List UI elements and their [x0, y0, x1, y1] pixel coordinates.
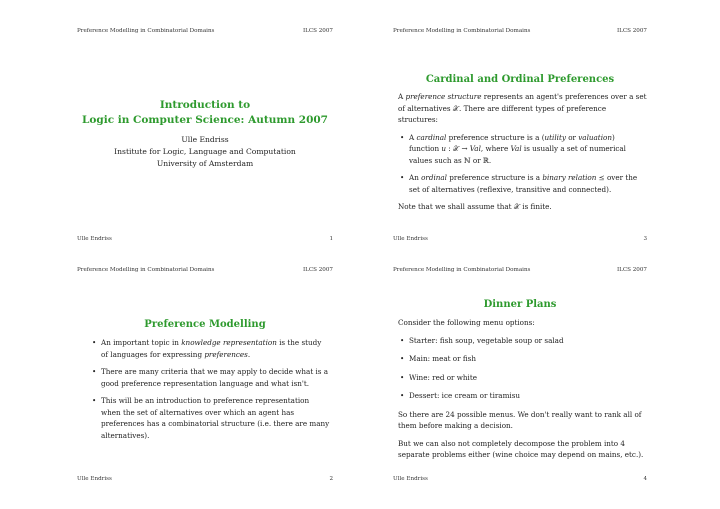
paragraph: So there are 24 possible menus. We don't really want to rank all of them before making a decision. — [398, 409, 642, 430]
list-item: • This will be an introduction to preference representation when the set of alternatives over which an agent has preferences has a combinatorial structure (i.e. there are many alternatives). — [101, 395, 330, 441]
bullet-list — [398, 132, 647, 196]
intro-paragraph: Consider the following menu options: — [398, 318, 535, 327]
intro-paragraph: A preference structure represents an agent's preferences over a set of alternatives 𝒳. There are different types of preference structures: — [398, 92, 647, 124]
header-title: Preference Modelling in Combinatorial Domains — [393, 28, 531, 34]
slide-header — [393, 267, 647, 277]
slide-title — [77, 98, 333, 128]
page-number: 4 — [643, 476, 647, 482]
slide-header — [77, 267, 333, 277]
slide-2 — [0, 255, 360, 509]
list-item: • An ordinal preference structure is a binary relation ⪯ over the set of alternatives (reflexive, transitive and connected). — [409, 172, 647, 195]
list-item: • An important topic in knowledge representation is the study of languages for expressing preferences. — [101, 337, 330, 360]
header-course: ILCS 2007 — [302, 267, 333, 273]
bullet-list — [398, 335, 647, 402]
list-item: • Dessert: ice cream or tiramisu — [409, 390, 647, 402]
institute-name: Institute for Logic, Language and Computation — [114, 147, 296, 156]
slide-header — [77, 28, 333, 38]
slide-footer — [77, 236, 333, 246]
note-paragraph: Note that we shall assume that 𝒳 is finite. — [398, 202, 552, 211]
header-course: ILCS 2007 — [616, 267, 647, 273]
slide-header — [393, 28, 647, 38]
header-course: ILCS 2007 — [616, 28, 647, 34]
paragraph: But we can also not completely decompose the problem into 4 separate problems either (wine choice may depend on mains, etc.). — [398, 438, 644, 459]
slide-title: Dinner Plans — [483, 299, 557, 310]
slide-footer — [77, 476, 333, 486]
slide-title: Cardinal and Ordinal Preferences — [425, 74, 615, 85]
slide-1 — [0, 0, 360, 254]
footer-author: Ulle Endriss — [77, 236, 112, 242]
author-name: Ulle Endriss — [181, 135, 229, 144]
list-item: • Main: meat or fish — [409, 353, 647, 365]
list-item: • Wine: red or white — [409, 372, 647, 384]
header-title: Preference Modelling in Combinatorial Domains — [393, 267, 531, 273]
title-line-2: Logic in Computer Science: Autumn 2007 — [82, 114, 328, 126]
slide-footer — [393, 476, 647, 486]
bullet-list — [90, 337, 330, 441]
slide-body — [398, 317, 647, 467]
list-item: • A cardinal preference structure is a (utility or valuation) function u : 𝒳 → Val, where Val is usually a set of numerical values such as ℕ or ℝ. — [409, 132, 647, 167]
slide-body — [398, 91, 647, 219]
header-course: ILCS 2007 — [302, 28, 333, 34]
page-number: 3 — [643, 236, 647, 242]
footer-author: Ulle Endriss — [77, 476, 112, 482]
header-title: Preference Modelling in Combinatorial Domains — [77, 28, 215, 34]
list-item: • There are many criteria that we may apply to decide what is a good preference representation language and what isn't. — [101, 366, 330, 389]
page-number: 2 — [329, 476, 333, 482]
slide-title: Preference Modelling — [144, 319, 266, 330]
footer-author: Ulle Endriss — [393, 476, 428, 482]
slide-footer — [393, 236, 647, 246]
author-block — [77, 134, 333, 170]
university-name: University of Amsterdam — [156, 159, 254, 168]
slide-4 — [360, 255, 720, 509]
slide-body — [90, 337, 330, 447]
slide-3 — [360, 0, 720, 254]
footer-author: Ulle Endriss — [393, 236, 428, 242]
header-title: Preference Modelling in Combinatorial Domains — [77, 267, 215, 273]
list-item: • Starter: fish soup, vegetable soup or salad — [409, 335, 647, 347]
page-number: 1 — [329, 236, 333, 242]
title-line-1: Introduction to — [159, 99, 251, 111]
